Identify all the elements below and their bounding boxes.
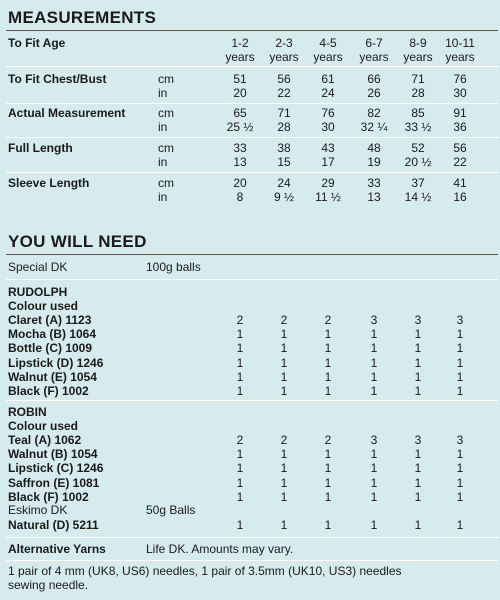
robin-colour-label: Walnut (B) 1054 [8, 447, 98, 462]
robin-ball-count: 3 [456, 433, 464, 447]
robin-ball-count: 1 [324, 447, 332, 462]
age-unit: years [313, 50, 343, 64]
age-range: 4-5 [319, 36, 337, 50]
robin-ball-count: 1 [414, 447, 422, 462]
measurement-cm-value: 66 [367, 72, 381, 86]
measurement-in-value: 20 [233, 86, 247, 100]
robin-ball-count: 1 [456, 461, 464, 476]
robin-ball-count: 1 [280, 489, 288, 504]
alternative-yarns-text: Life DK. Amounts may vary. [146, 542, 294, 556]
robin-ball-count: 2 [236, 433, 244, 447]
measurement-cm-value: 71 [411, 72, 425, 86]
measurement-cm-value: 41 [453, 176, 467, 190]
measurement-in-value: 28 [411, 86, 425, 100]
rudolph-ball-count: 1 [324, 355, 332, 370]
robin-ball-count: 1 [236, 447, 244, 462]
robin-ball-count: 1 [280, 461, 288, 476]
unit-cm: cm [158, 141, 174, 155]
robin-colour-label: Lipstick (C) 1246 [8, 461, 104, 476]
measurement-cm-value: 56 [277, 72, 291, 86]
measurement-in-value: 33 ½ [404, 120, 432, 134]
robin-ball-count: 3 [414, 433, 422, 447]
rudolph-ball-count: 2 [280, 313, 288, 327]
robin-ball-count: 1 [370, 489, 378, 504]
rudolph-ball-count: 1 [370, 327, 378, 342]
measurement-in-value: 24 [321, 86, 335, 100]
robin-colour-label: Saffron (E) 1081 [8, 475, 100, 490]
measurement-cm-value: 82 [367, 106, 381, 120]
unit-in: in [158, 86, 168, 100]
robin-heading: ROBIN [8, 405, 47, 419]
rudolph-ball-count: 1 [456, 341, 464, 356]
robin-colour-label: Teal (A) 1062 [8, 433, 82, 447]
measurement-in-value: 30 [453, 86, 467, 100]
rudolph-ball-count: 1 [370, 369, 378, 384]
unit-in: in [158, 120, 168, 134]
robin-ball-count: 3 [370, 433, 378, 447]
measurement-cm-value: 51 [233, 72, 247, 86]
rudolph-ball-count: 1 [324, 369, 332, 384]
unit-in: in [158, 155, 168, 169]
robin-ball-count: 1 [456, 475, 464, 490]
rudolph-colour-label: Walnut (E) 1054 [8, 369, 97, 384]
alternative-yarns-label: Alternative Yarns [8, 542, 106, 556]
rudolph-ball-count: 1 [370, 341, 378, 356]
rudolph-ball-count: 1 [414, 341, 422, 356]
rudolph-ball-count: 1 [370, 355, 378, 370]
measurement-in-value: 32 ¼ [360, 120, 388, 134]
to-fit-age-label: To Fit Age [8, 36, 66, 50]
measurement-cm-value: 61 [321, 72, 335, 86]
rudolph-ball-count: 2 [236, 313, 244, 327]
rudolph-ball-count: 1 [324, 341, 332, 356]
robin-ball-count: 2 [280, 433, 288, 447]
unit-cm: cm [158, 106, 174, 120]
measurement-in-value: 9 ½ [273, 190, 294, 204]
measurement-in-value: 26 [367, 86, 381, 100]
robin-colour-used-label: Colour used [8, 419, 79, 433]
measurement-in-value: 15 [277, 155, 291, 169]
natural-ball-count: 1 [236, 518, 244, 532]
robin-ball-count: 1 [324, 489, 332, 504]
measurement-in-value: 14 ½ [404, 190, 432, 204]
rudolph-ball-count: 1 [324, 327, 332, 342]
eskimo-ball-weight: 50g Balls [146, 503, 196, 517]
rudolph-ball-count: 1 [236, 384, 244, 398]
rudolph-ball-count: 1 [370, 384, 378, 398]
rudolph-ball-count: 3 [370, 313, 378, 327]
age-unit: years [445, 50, 475, 64]
unit-cm: cm [158, 72, 174, 86]
measurement-in-value: 17 [321, 155, 335, 169]
rudolph-ball-count: 1 [236, 355, 244, 370]
yarn-type-label: Special DK [8, 260, 68, 274]
rudolph-ball-count: 1 [414, 327, 422, 342]
measurement-cm-value: 65 [233, 106, 247, 120]
robin-ball-count: 1 [280, 475, 288, 490]
age-unit: years [359, 50, 389, 64]
rudolph-ball-count: 1 [414, 369, 422, 384]
yarn-ball-weight: 100g balls [146, 260, 201, 274]
measurement-cm-value: 76 [321, 106, 335, 120]
rudolph-ball-count: 1 [236, 327, 244, 342]
measurement-cm-value: 37 [411, 176, 425, 190]
rudolph-ball-count: 1 [280, 341, 288, 356]
measurements-heading: MEASUREMENTS [8, 8, 157, 27]
rudolph-ball-count: 1 [414, 355, 422, 370]
robin-ball-count: 1 [456, 447, 464, 462]
measurement-label: Sleeve Length [8, 176, 90, 190]
robin-ball-count: 1 [236, 461, 244, 476]
measurement-label: To Fit Chest/Bust [8, 72, 107, 86]
you-will-need-heading: YOU WILL NEED [8, 232, 147, 251]
measurement-in-value: 30 [321, 120, 335, 134]
rudolph-heading: RUDOLPH [8, 285, 68, 299]
robin-ball-count: 1 [414, 489, 422, 504]
rudolph-ball-count: 1 [280, 369, 288, 384]
rudolph-ball-count: 1 [236, 341, 244, 356]
rudolph-ball-count: 3 [456, 313, 464, 327]
needles-line-2: sewing needle. [8, 578, 89, 592]
age-unit: years [403, 50, 433, 64]
rudolph-ball-count: 1 [280, 327, 288, 342]
robin-ball-count: 1 [414, 461, 422, 476]
rudolph-colour-used-label: Colour used [8, 299, 79, 313]
measurement-in-value: 28 [277, 120, 291, 134]
measurement-cm-value: 52 [411, 141, 425, 155]
rudolph-ball-count: 2 [324, 313, 332, 327]
measurement-cm-value: 33 [233, 141, 247, 155]
measurement-in-value: 22 [277, 86, 291, 100]
robin-colour-label: Black (F) 1002 [8, 489, 89, 504]
measurement-in-value: 13 [233, 155, 247, 169]
rudolph-ball-count: 1 [280, 384, 288, 398]
robin-ball-count: 1 [370, 475, 378, 490]
measurement-cm-value: 20 [233, 176, 247, 190]
age-unit: years [225, 50, 255, 64]
measurement-cm-value: 29 [321, 176, 335, 190]
robin-ball-count: 1 [236, 489, 244, 504]
rudolph-colour-label: Claret (A) 1123 [8, 313, 92, 327]
rudolph-colour-label: Bottle (C) 1009 [8, 341, 93, 356]
unit-cm: cm [158, 176, 174, 190]
robin-ball-count: 1 [370, 461, 378, 476]
natural-colour-label: Natural (D) 5211 [8, 518, 99, 532]
robin-ball-count: 1 [236, 475, 244, 490]
measurement-in-value: 8 [236, 190, 244, 204]
measurement-cm-value: 85 [411, 106, 425, 120]
measurement-cm-value: 24 [277, 176, 291, 190]
measurement-in-value: 13 [367, 190, 381, 204]
robin-ball-count: 2 [324, 433, 332, 447]
age-range: 10-11 [445, 36, 475, 50]
rudolph-colour-label: Mocha (B) 1064 [8, 327, 97, 342]
measurement-cm-value: 56 [453, 141, 467, 155]
robin-ball-count: 1 [414, 475, 422, 490]
measurement-in-value: 36 [453, 120, 467, 134]
measurement-cm-value: 33 [367, 176, 381, 190]
measurement-cm-value: 76 [453, 72, 467, 86]
rudolph-colour-label: Black (F) 1002 [8, 384, 89, 398]
eskimo-yarn-label: Eskimo DK [8, 503, 68, 517]
rudolph-colour-label: Lipstick (D) 1246 [8, 355, 104, 370]
age-range: 8-9 [409, 36, 427, 50]
rudolph-ball-count: 3 [414, 313, 422, 327]
rudolph-ball-count: 1 [456, 384, 464, 398]
measurement-cm-value: 38 [277, 141, 291, 155]
rudolph-ball-count: 1 [456, 355, 464, 370]
robin-ball-count: 1 [280, 447, 288, 462]
measurement-cm-value: 71 [277, 106, 291, 120]
measurement-in-value: 25 ½ [226, 120, 254, 134]
age-range: 6-7 [365, 36, 383, 50]
robin-ball-count: 1 [324, 461, 332, 476]
rudolph-ball-count: 1 [324, 384, 332, 398]
rudolph-ball-count: 1 [456, 369, 464, 384]
unit-in: in [158, 190, 168, 204]
robin-ball-count: 1 [370, 447, 378, 462]
measurement-in-value: 20 ½ [404, 155, 432, 169]
measurement-cm-value: 91 [453, 106, 467, 120]
measurement-label: Actual Measurement [8, 106, 126, 120]
rudolph-ball-count: 1 [456, 327, 464, 342]
measurement-cm-value: 48 [367, 141, 381, 155]
natural-ball-count: 1 [456, 518, 464, 532]
age-range: 2-3 [275, 36, 293, 50]
natural-ball-count: 1 [280, 518, 288, 532]
measurement-label: Full Length [8, 141, 73, 155]
robin-ball-count: 1 [324, 475, 332, 490]
measurement-cm-value: 43 [321, 141, 335, 155]
measurement-in-value: 11 ½ [315, 190, 341, 204]
rudolph-ball-count: 1 [280, 355, 288, 370]
natural-ball-count: 1 [324, 518, 332, 532]
natural-ball-count: 1 [414, 518, 422, 532]
robin-ball-count: 1 [456, 489, 464, 504]
needles-line-1: 1 pair of 4 mm (UK8, US6) needles, 1 pair of 3.5mm (UK10, US3) needles [8, 564, 402, 578]
rudolph-ball-count: 1 [414, 384, 422, 398]
natural-ball-count: 1 [370, 518, 378, 532]
measurement-in-value: 19 [367, 155, 381, 169]
measurement-in-value: 16 [453, 190, 467, 204]
age-unit: years [269, 50, 299, 64]
age-range: 1-2 [231, 36, 249, 50]
rudolph-ball-count: 1 [236, 369, 244, 384]
measurement-in-value: 22 [453, 155, 467, 169]
